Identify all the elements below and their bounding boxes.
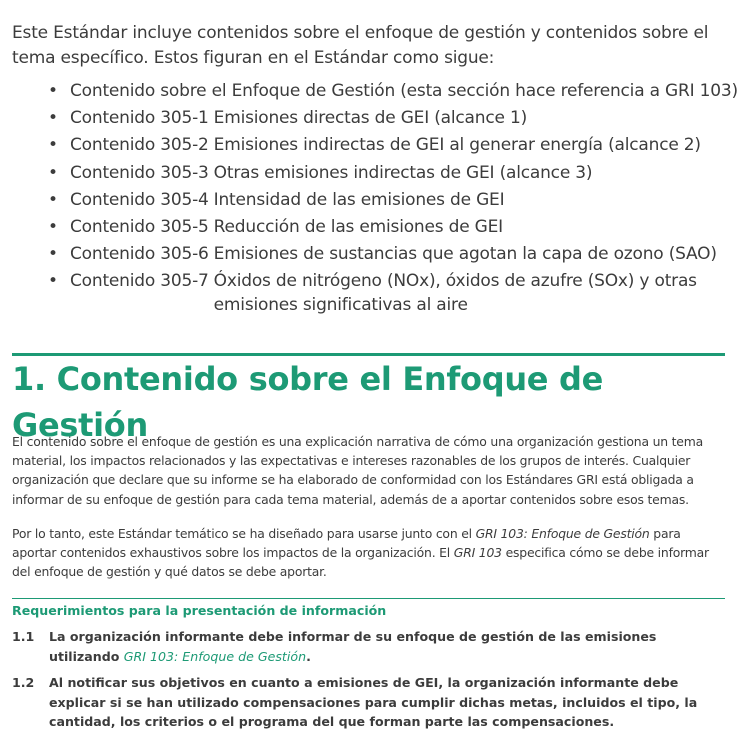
list-item bbox=[48, 134, 738, 158]
requirement-item bbox=[12, 627, 728, 666]
bullet-icon: • bbox=[48, 108, 58, 129]
bullet-icon: • bbox=[48, 271, 58, 292]
paragraph-text: especifica cómo se debe informar del enfoque de gestión y qué datos se debe aportar. bbox=[12, 545, 709, 580]
management-approach-paragraph: El contenido sobre el enfoque de gestión es una explicación narrativa de cómo una organización gestiona un tema material, los impactos relacionados y las expectativas e intereses razonables de los grupos de interés. Cualquier organización que declare que su informe se ha elaborado de conformidad con los Estándares GRI está obligada a informar de su enfoque de gestión para cada tema material, además de a aportar contenidos sobre esos temas. bbox=[12, 434, 703, 507]
requirement-body: La organización informante debe informar de su enfoque de gestión de las emisiones utilizando bbox=[49, 629, 657, 664]
requirement-text bbox=[49, 627, 728, 666]
contents-list bbox=[48, 80, 738, 321]
list-item-number: Contenido 305-4 bbox=[70, 189, 209, 210]
section-title: 1. Contenido sobre el Enfoque de Gestión bbox=[12, 360, 604, 444]
list-item-number: Contenido 305-5 bbox=[70, 216, 209, 237]
list-item bbox=[48, 107, 738, 131]
list-item bbox=[48, 243, 738, 267]
requirements-heading: Requerimientos para la presentación de información bbox=[12, 603, 387, 618]
list-item-description: Intensidad de las emisiones de GEI bbox=[213, 189, 505, 210]
list-item bbox=[48, 189, 738, 213]
bullet-icon: • bbox=[48, 81, 58, 101]
list-item-number: Contenido 305-7 bbox=[70, 271, 209, 292]
list-item-number: Contenido 305-2 bbox=[70, 135, 209, 156]
list-item bbox=[48, 270, 738, 317]
list-item-number: Contenido 305-6 bbox=[70, 244, 209, 265]
requirement-number: 1.1 bbox=[12, 629, 35, 644]
list-item-description: Óxidos de nitrógeno (NOx), óxidos de azufre (SOx) y otras emisiones significativas al aire bbox=[213, 271, 697, 315]
list-item-number: Contenido 305-3 bbox=[70, 162, 209, 183]
bullet-icon: • bbox=[48, 162, 58, 183]
list-item-description: Emisiones directas de GEI (alcance 1) bbox=[213, 108, 528, 129]
requirements-divider bbox=[12, 598, 725, 599]
list-item-label: Contenido sobre el Enfoque de Gestión (esta sección hace referencia a GRI 103) bbox=[70, 81, 738, 101]
gri-103-reference: GRI 103: Enfoque de Gestión bbox=[475, 526, 650, 541]
list-item-number: Contenido 305-1 bbox=[70, 108, 209, 129]
paragraph-text: para aportar contenidos exhaustivos sobre los impactos de la organización. El bbox=[12, 526, 681, 561]
requirement-number: 1.2 bbox=[12, 675, 35, 690]
list-item-description: Emisiones de sustancias que agotan la capa de ozono (SAO) bbox=[213, 244, 717, 265]
list-item bbox=[48, 216, 738, 240]
bullet-icon: • bbox=[48, 189, 58, 210]
list-item-description: Emisiones indirectas de GEI al generar energía (alcance 2) bbox=[213, 135, 701, 156]
list-item bbox=[48, 80, 738, 104]
gri-103-reference: GRI 103 bbox=[453, 545, 502, 561]
standard-usage-paragraph bbox=[12, 524, 728, 582]
requirement-end: . bbox=[306, 648, 311, 664]
requirement-item bbox=[12, 673, 728, 732]
gri-103-link[interactable]: GRI 103: Enfoque de Gestión bbox=[123, 648, 307, 664]
list-item bbox=[48, 162, 738, 186]
list-item-description: Reducción de las emisiones de GEI bbox=[213, 216, 503, 237]
paragraph-text: Por lo tanto, este Estándar temático se ha diseñado para usarse junto con el bbox=[12, 526, 476, 541]
bullet-icon: • bbox=[48, 135, 58, 156]
bullet-icon: • bbox=[48, 216, 58, 237]
bullet-icon: • bbox=[48, 244, 58, 265]
requirement-text: Al notificar sus objetivos en cuanto a emisiones de GEI, la organización informante debe explicar si se han utilizado compensaciones para cumplir dichas metas, incluidos el tipo, la cantidad, los criterios o el programa del que forman parte las compensaciones. bbox=[49, 675, 698, 730]
intro-paragraph: Este Estándar incluye contenidos sobre el enfoque de gestión y contenidos sobre el tema específico. Estos figuran en el Estándar como sigue: bbox=[12, 23, 709, 68]
list-item-description: Otras emisiones indirectas de GEI (alcance 3) bbox=[213, 162, 593, 183]
